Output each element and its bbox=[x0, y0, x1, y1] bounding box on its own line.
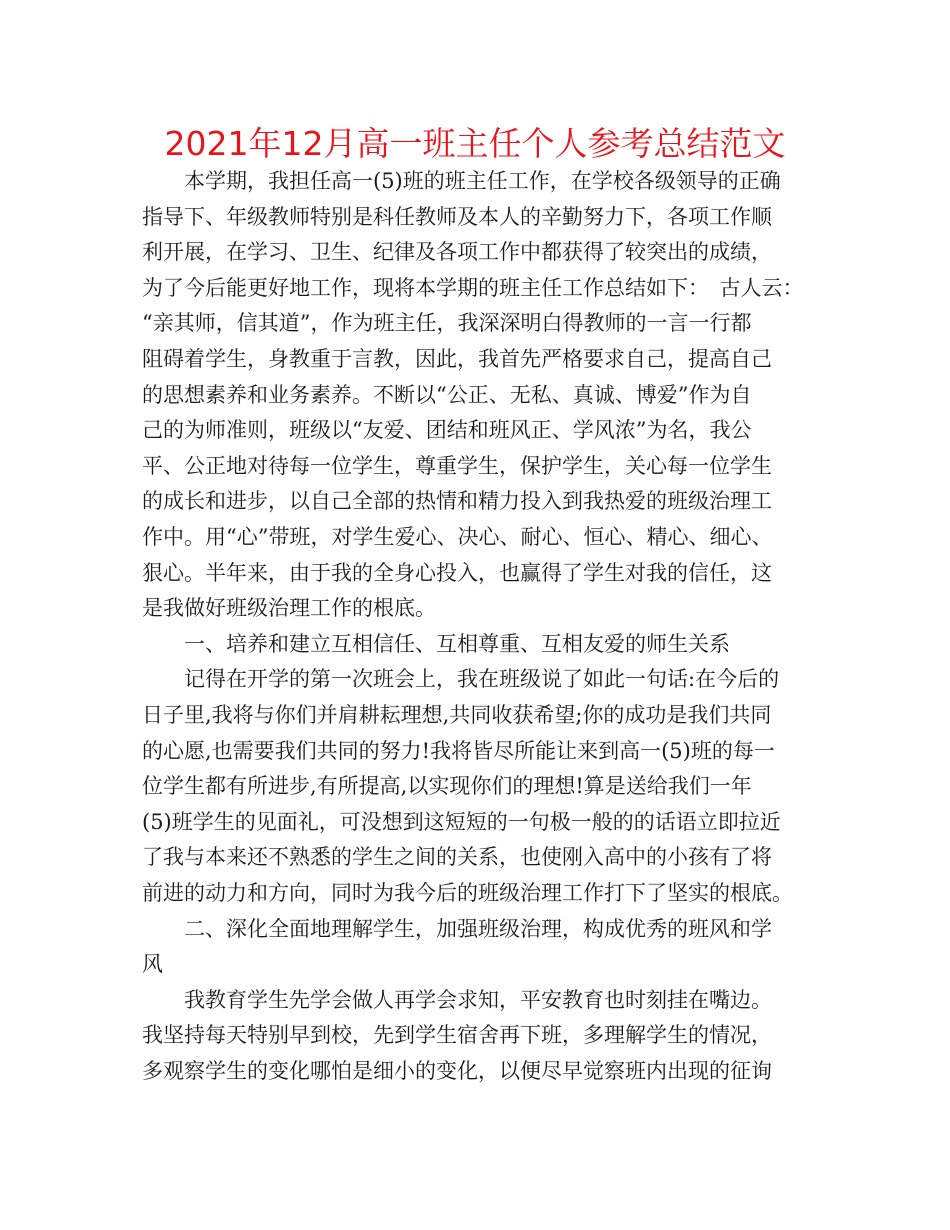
body-text-line: (5)班学生的见面礼，可没想到这短短的一句极一般的的话语立即拉近 bbox=[142, 810, 781, 834]
body-text-line: 作中。用“心”带班，对学生爱心、决心、耐心、恒心、精心、细心、 bbox=[142, 525, 773, 549]
body-text-line: 的心愿,也需要我们共同的努力!我将皆尽所能让来到高一(5)班的每一 bbox=[142, 739, 775, 763]
body-text-line: 位学生都有所进步,有所提高,以实现你们的理想!算是送给我们一年 bbox=[142, 774, 752, 798]
body-text-line: 一、培养和建立互相信任、互相尊重、互相友爱的师生关系 bbox=[142, 632, 730, 656]
body-text-line: 前进的动力和方向，同时为我今后的班级治理工作打下了坚实的根底。 bbox=[142, 881, 793, 905]
body-text-line: 平、公正地对待每一位学生，尊重学生，保护学生，关心每一位学生 bbox=[142, 454, 772, 478]
body-text-line: 本学期，我担任高一(5)班的班主任工作，在学校各级领导的正确 bbox=[142, 169, 781, 193]
body-text-line: 的成长和进步，以自己全部的热情和精力投入到我热爱的班级治理工 bbox=[142, 489, 772, 513]
body-text-line: 己的为师准则，班级以“友爱、团结和班风正、学风浓”为名，我公 bbox=[142, 418, 752, 442]
body-text-line: 为了今后能更好地工作，现将本学期的班主任工作总结如下： 古人云： bbox=[142, 276, 804, 300]
body-text-line: 了我与本来还不熟悉的学生之间的关系，也使刚入高中的小孩有了将 bbox=[142, 845, 772, 869]
body-text-line: 指导下、年级教师特别是科任教师及本人的辛勤努力下，各项工作顺 bbox=[142, 205, 772, 229]
body-text-line: 我教育学生先学会做人再学会求知，平安教育也时刻挂在嘴边。 bbox=[142, 988, 772, 1012]
body-text-line: 二、深化全面地理解学生，加强班级治理，构成优秀的班风和学 bbox=[142, 917, 772, 941]
body-text-line: 日子里,我将与你们并肩耕耘理想,共同收获希望;你的成功是我们共同 bbox=[142, 703, 772, 727]
body-text-line: 记得在开学的第一次班会上，我在班级说了如此一句话:在今后的 bbox=[142, 667, 780, 691]
body-text-line: 我坚持每天特别早到校，先到学生宿舍再下班，多理解学生的情况， bbox=[142, 1023, 772, 1047]
body-text-line: 利开展，在学习、卫生、纪律及各项工作中都获得了较突出的成绩， bbox=[142, 240, 772, 264]
body-text-line: 风 bbox=[142, 952, 163, 976]
document-title: 2021年12月高一班主任个人参考总结范文 bbox=[164, 124, 786, 163]
body-text-line: 阻碍着学生，身教重于言教，因此，我首先严格要求自己，提高自己 bbox=[142, 347, 772, 371]
body-text-line: “亲其师，信其道”，作为班主任，我深深明白得教师的一言一行都 bbox=[142, 311, 752, 335]
body-text-line: 多观察学生的变化哪怕是细小的变化，以便尽早觉察班内出现的征询 bbox=[142, 1059, 772, 1083]
body-text-line: 是我做好班级治理工作的根底。 bbox=[142, 596, 436, 620]
body-text-line: 的思想素养和业务素养。不断以“公正、无私、真诚、博爱”作为自 bbox=[142, 383, 752, 407]
body-text-line: 狠心。半年来，由于我的全身心投入，也赢得了学生对我的信任，这 bbox=[142, 561, 772, 585]
